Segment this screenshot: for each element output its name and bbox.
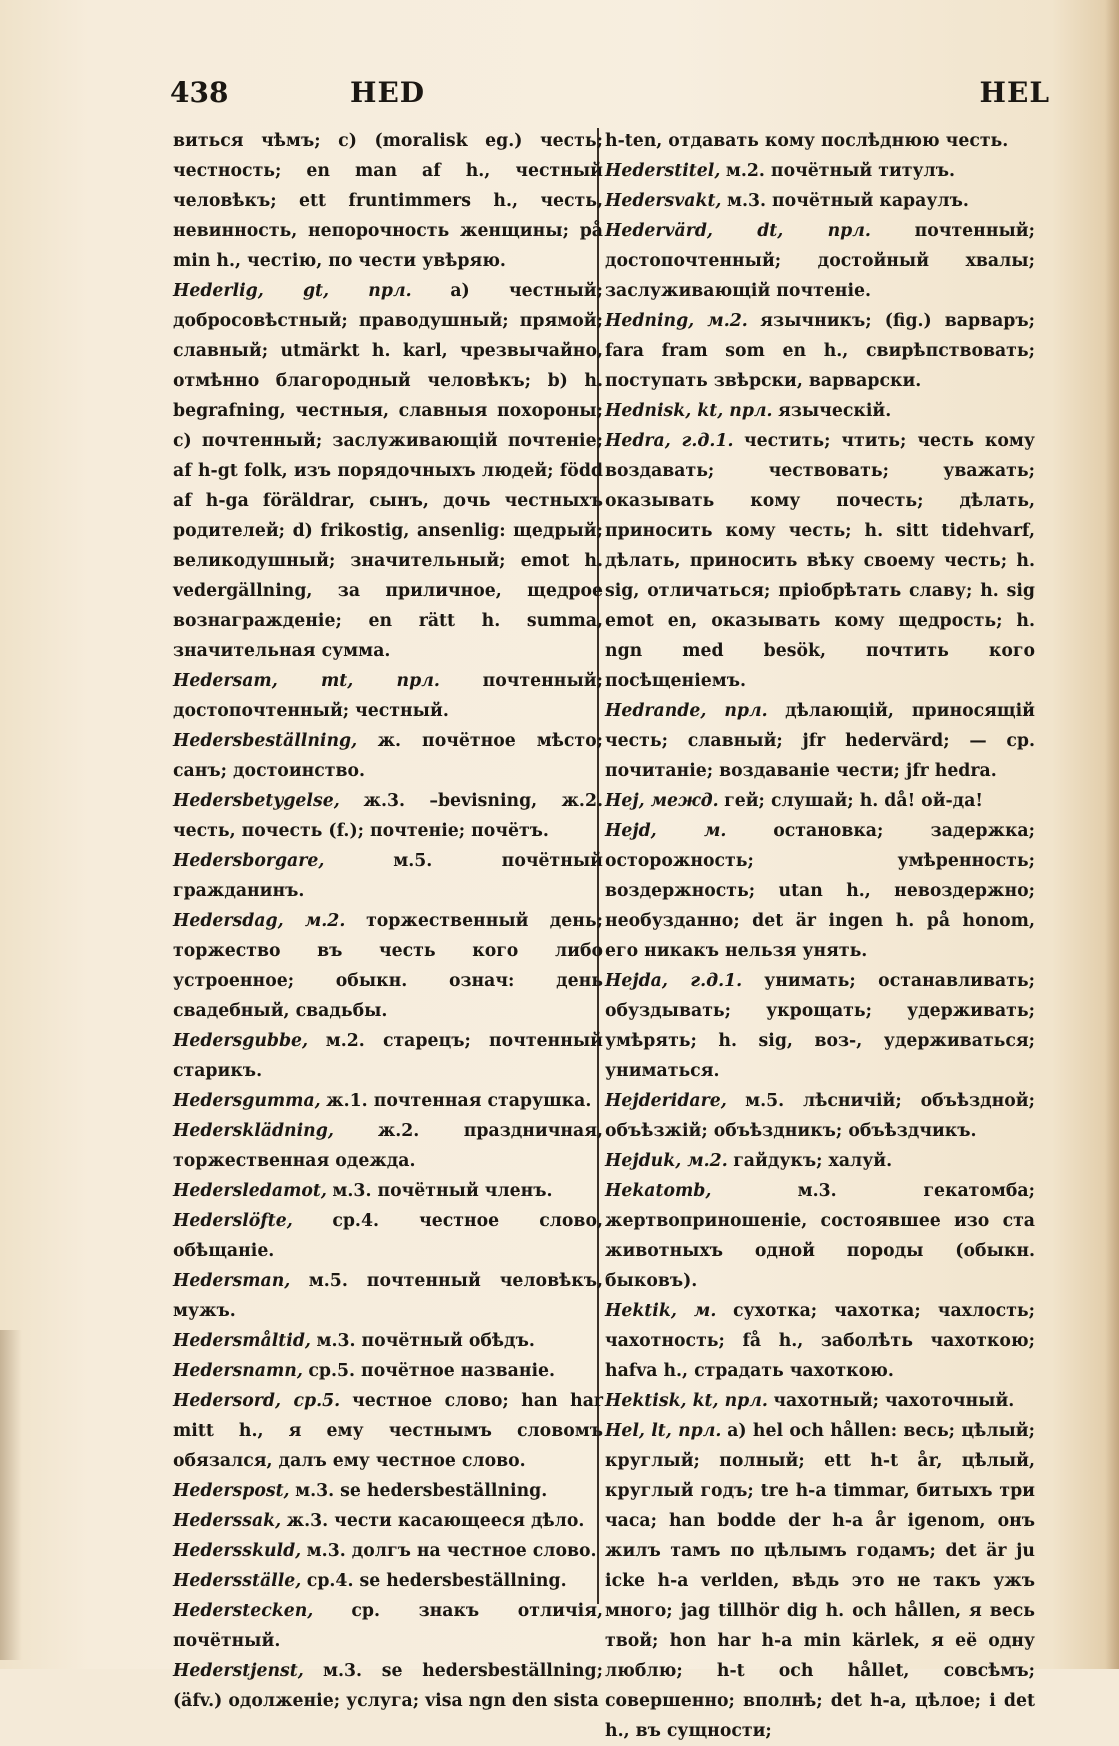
entry-definition: сухотка; чахотка; чахлость; чахотность; få h., заболѣть чахоткою; hafva h., страдать чахоткою. — [605, 1301, 1036, 1381]
dictionary-entry — [605, 126, 1035, 156]
entry-definition: м.5. почётный гражданинъ. — [173, 851, 604, 901]
dictionary-entry — [173, 276, 603, 666]
entry-headword: Hejderidare, — [605, 1091, 727, 1111]
entry-headword: Hejd, м. — [605, 821, 727, 841]
entry-headword: Hedning, м.2. — [605, 311, 748, 331]
entry-headword: Hedersklädning, — [173, 1121, 334, 1141]
page-header — [170, 76, 1050, 116]
entry-definition: м.3. se hedersbeställning; (äfv.) одолженіе; услуга; visa ngn den sista — [173, 1661, 603, 1711]
entry-definition: ж.2. праздничная, торжественная одежда. — [173, 1121, 604, 1171]
entry-definition: честить; чтить; честь кому воздавать; чествовать; уважать; оказывать кому почесть; дѣлать, приносить кому честь; h. sitt tidehvarf, дѣлать, приносить вѣку своему честь; h. sig, отличаться; пріобрѣтать славу; h. sig emot en, оказывать кому щедрость; h. ngn med besök, почтить кого посѣщеніемъ. — [605, 431, 1035, 691]
dictionary-entry — [605, 306, 1035, 396]
running-head-left: HED — [350, 76, 426, 109]
entry-headword: Hedrande, прл. — [605, 701, 768, 721]
page-number: 438 — [170, 76, 229, 109]
entry-headword: Hederstitel, — [605, 161, 721, 181]
entry-headword: Hej, межд. — [605, 791, 719, 811]
entry-definition: почтенный; достопочтенный; честный. — [173, 671, 603, 721]
entry-definition: ж.3. –bevisning, ж.2. честь, почесть (f.); почтеніе; почётъ. — [173, 791, 603, 841]
entry-headword: Hedervärd, dt, прл. — [605, 221, 871, 241]
entry-definition: ср.4. se hedersbeställning. — [306, 1571, 567, 1591]
entry-definition: ср.4. честное слово, обѣщаніе. — [173, 1211, 603, 1261]
entry-headword: Hektik, м. — [605, 1301, 717, 1321]
dictionary-entry — [605, 1086, 1035, 1146]
entry-headword: Hedersord, ср.5. — [173, 1391, 341, 1411]
entry-headword: Hejda, г.д.1. — [605, 971, 743, 991]
entry-definition: a) честный; добросовѣстный; праводушный; прямой; славный; utmärkt h. karl, чрезвычайно, отмѣнно благородный человѣкъ; b) h. begrafning, честныя, славныя похороны; c) почтенный; заслуживающій почтеніе; af h-gt folk, изъ порядочныхъ людей; född af h-ga föräldrar, сынъ, дочь честныхъ родителей; d) frikostig, ansenlig: щедрый; великодушный; значительный; emot h. vedergällning, за приличное, щедрое вознагражденіе; en rätt h. summa, значительная сумма. — [173, 281, 603, 661]
dictionary-entry — [173, 1176, 603, 1206]
entry-headword: Hedersgumma, — [173, 1091, 321, 1111]
entry-definition: м.2. старецъ; почтенный старикъ. — [173, 1031, 603, 1081]
entry-definition: дѣлающій, приносящій честь; славный; jfr hedervärd; — ср. почитаніе; воздаваніе чести; jfr hedra. — [605, 701, 1035, 781]
entry-definition: м.3. почётный членъ. — [332, 1181, 553, 1201]
dictionary-entry — [605, 1176, 1035, 1296]
dictionary-entry — [605, 696, 1035, 786]
entry-headword: Hedersmåltid, — [173, 1331, 311, 1351]
entry-definition: языческій. — [778, 401, 892, 421]
left-column — [173, 126, 604, 1711]
dictionary-entry — [173, 1266, 603, 1326]
dictionary-entry — [173, 1596, 603, 1656]
dictionary-entry — [605, 1296, 1035, 1386]
dictionary-entry — [173, 846, 603, 906]
dictionary-entry — [605, 396, 1035, 426]
dictionary-entry — [605, 816, 1035, 966]
entry-headword: Hedersställe, — [173, 1571, 302, 1591]
entry-headword: Hejduk, м.2. — [605, 1151, 728, 1171]
entry-headword: Hederssak, — [173, 1511, 282, 1531]
entry-definition: торжественный день; торжество въ честь кого либо устроенное; обыкн. означ: день свадебный, свадьбы. — [173, 911, 603, 1021]
entry-headword: Hederstjenst, — [173, 1661, 304, 1681]
entry-headword: Hederspost, — [173, 1481, 290, 1501]
dictionary-entry — [173, 726, 603, 786]
binding-shadow — [0, 1330, 22, 1660]
dictionary-entry — [173, 1536, 603, 1566]
dictionary-entry — [173, 666, 603, 726]
entry-definition: ср.5. почётное названіе. — [308, 1361, 556, 1381]
entry-definition: ж. почётное мѣсто; санъ; достоинство. — [173, 731, 603, 781]
dictionary-entry — [173, 1116, 603, 1176]
entry-definition: h-ten, отдавать кому послѣднюю честь. — [605, 131, 1009, 151]
dictionary-entry — [173, 1506, 603, 1536]
dictionary-entry — [173, 1386, 603, 1476]
entry-headword: Hedersnamn, — [173, 1361, 303, 1381]
entry-definition: a) hel och hållen: весь; цѣлый; круглый; полный; ett h-t år, цѣлый, круглый годъ; tre h-a timmar, битыхъ три часа; han bodde der h-a år igenom, онъ жилъ тамъ по цѣлымъ годамъ; det är ju icke h-a verlden, вѣдь это не такъ ужъ много; jag tillhör dig h. och hållen, я весь твой; hon har h-a min kärlek, я её одну люблю; h-t och hållet, совсѣмъ; совершенно; вполнѣ; det h-a, цѣлое; i det h., въ сущности; — [605, 1421, 1035, 1741]
entry-definition: м.5. лѣсничій; объѣздной; объѣзжій; объѣздникъ; объѣздчикъ. — [605, 1091, 1035, 1141]
entry-definition: м.3. долгъ на честное слово. — [306, 1541, 597, 1561]
dictionary-entry — [605, 1386, 1035, 1416]
entry-definition: язычникъ; (fig.) варваръ; fara fram som en h., свирѣпствовать; поступать звѣрски, варварски. — [605, 311, 1035, 391]
entry-definition: м.3. почётный обѣдъ. — [316, 1331, 535, 1351]
dictionary-entry — [173, 1026, 603, 1086]
entry-definition: м.5. почтенный человѣкъ, мужъ. — [173, 1271, 603, 1321]
entry-definition: унимать; останавливать; обуздывать; укрощать; удерживать; умѣрять; h. sig, воз-, удерживаться; униматься. — [605, 971, 1036, 1081]
entry-headword: Hedersdag, м.2. — [173, 911, 346, 931]
entry-headword: Hedersborgare, — [173, 851, 325, 871]
entry-definition: м.3. se hedersbeställning. — [295, 1481, 548, 1501]
entry-headword: Hedersskuld, — [173, 1541, 302, 1561]
entry-definition: почтенный; достопочтенный; достойный хвалы; заслуживающій почтеніе. — [605, 221, 1035, 301]
dictionary-entry — [173, 1476, 603, 1506]
entry-definition: остановка; задержка; осторожность; умѣренность; воздержность; utan h., невоздержно; необузданно; det är ingen h. på honom, его никакъ нельзя унять. — [605, 821, 1035, 961]
entry-headword: Hedersgubbe, — [173, 1031, 309, 1051]
dictionary-entry — [173, 1566, 603, 1596]
entry-definition: гайдукъ; халуй. — [733, 1151, 893, 1171]
entry-headword: Hedersbeställning, — [173, 731, 358, 751]
dictionary-entry — [173, 126, 603, 276]
entry-headword: Hel, lt, прл. — [605, 1421, 722, 1441]
page-edge-shadow — [1105, 0, 1119, 1669]
dictionary-entry — [605, 1416, 1035, 1746]
entry-headword: Hektisk, kt, прл. — [605, 1391, 768, 1411]
entry-headword: Hedersman, — [173, 1271, 291, 1291]
entry-headword: Hedra, г.д.1. — [605, 431, 734, 451]
entry-headword: Hedersam, mt, прл. — [173, 671, 440, 691]
entry-definition: гей; слушай; h. då! ой-да! — [724, 791, 983, 811]
dictionary-entry — [605, 966, 1035, 1086]
right-column — [605, 126, 1036, 1741]
entry-definition: ж.3. чести касающееся дѣло. — [286, 1511, 585, 1531]
entry-headword: Hederslöfte, — [173, 1211, 293, 1231]
dictionary-entry — [605, 156, 1035, 186]
entry-definition: виться чѣмъ; c) (moralisk eg.) честь; честность; en man af h., честный человѣкъ; ett fruntimmers h., честь, невинность, непорочность женщины; på min h., честію, по чести увѣряю. — [173, 131, 603, 271]
entry-definition: м.3. почётный караулъ. — [726, 191, 969, 211]
entry-headword: Hederstecken, — [173, 1601, 314, 1621]
entry-headword: Hednisk, kt, прл. — [605, 401, 773, 421]
dictionary-entry — [173, 1086, 603, 1116]
dictionary-entry — [173, 1326, 603, 1356]
entry-headword: Hederlig, gt, прл. — [173, 281, 412, 301]
dictionary-entry — [605, 186, 1035, 216]
dictionary-entry — [173, 906, 603, 1026]
entry-headword: Hedersvakt, — [605, 191, 722, 211]
entry-headword: Hekatomb, — [605, 1181, 712, 1201]
entry-definition: м.3. гекатомба; жертвоприношеніе, состоявшее изо ста животныхъ одной породы (обыкн. быковъ). — [605, 1181, 1035, 1291]
dictionary-entry — [173, 1206, 603, 1266]
entry-headword: Hedersledamot, — [173, 1181, 327, 1201]
dictionary-entry — [605, 1146, 1035, 1176]
dictionary-entry — [605, 786, 1035, 816]
dictionary-entry — [605, 216, 1035, 306]
entry-definition: ж.1. почтенная старушка. — [326, 1091, 592, 1111]
entry-definition: ср. знакъ отличія, почётный. — [173, 1601, 603, 1651]
dictionary-entry — [173, 786, 603, 846]
entry-headword: Hedersbetygelse, — [173, 791, 340, 811]
entry-definition: честное слово; han har mitt h., я ему честнымъ словомъ обязался, далъ ему честное слово. — [173, 1391, 604, 1471]
entry-definition: чахотный; чахоточный. — [773, 1391, 1015, 1411]
entry-definition: м.2. почётный титулъ. — [725, 161, 956, 181]
dictionary-entry — [173, 1656, 603, 1716]
dictionary-entry — [173, 1356, 603, 1386]
dictionary-entry — [605, 426, 1035, 696]
running-head-right: HEL — [979, 76, 1050, 109]
